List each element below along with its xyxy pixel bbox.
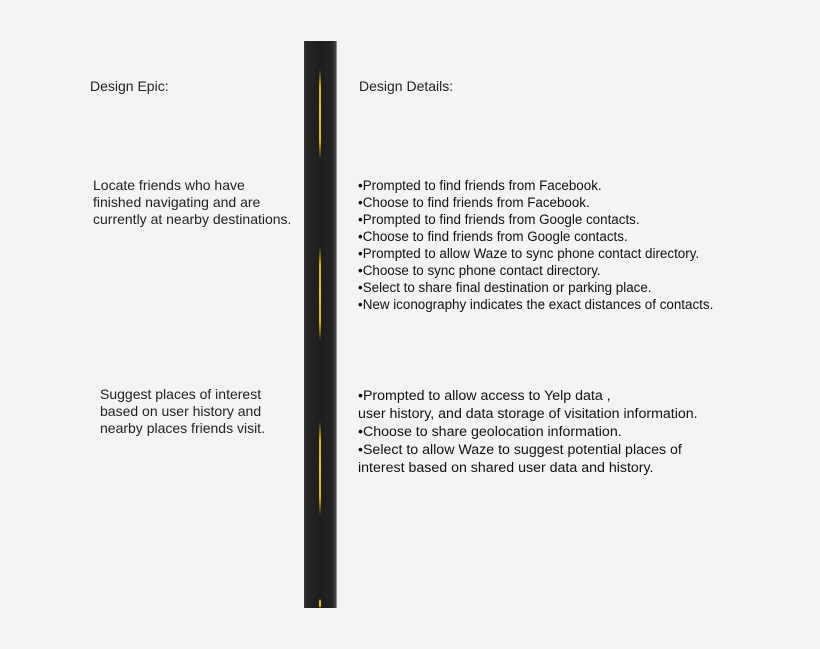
design-details-heading: Design Details:	[359, 78, 454, 94]
detail-item: • Prompted to find friends from Facebook.	[358, 177, 713, 194]
detail-item: • Choose to find friends from Facebook.	[358, 194, 713, 211]
detail-item: • Choose to find friends from Google contacts.	[358, 228, 713, 245]
road-divider	[304, 41, 337, 608]
epic-locate-friends: Locate friends who have finished navigating and are currently at nearby destinations.	[93, 177, 292, 227]
lane-marking	[319, 421, 321, 516]
detail-item: • Select to share final destination or parking place.	[358, 279, 713, 296]
detail-item: • Prompted to allow Waze to sync phone contact directory.	[358, 245, 713, 262]
detail-item: • Choose to sync phone contact directory.	[358, 262, 713, 279]
detail-item-continuation: interest based on shared user data and history.	[358, 460, 654, 476]
lane-marking	[319, 69, 321, 159]
detail-item: • Prompted to allow access to Yelp data ,	[358, 387, 698, 405]
design-epic-heading: Design Epic:	[90, 78, 169, 94]
detail-item: • New iconography indicates the exact distances of contacts.	[358, 296, 713, 313]
details-list-locate-friends	[358, 177, 713, 313]
detail-item: • Select to allow Waze to suggest potential places of	[358, 441, 698, 459]
detail-item: • Choose to share geolocation information.	[358, 423, 698, 441]
lane-marking	[319, 246, 321, 341]
detail-item-continuation: user history, and data storage of visitation information.	[358, 406, 698, 422]
lane-marking	[319, 599, 321, 608]
epic-suggest-places: Suggest places of interest based on user history and nearby places friends visit.	[100, 386, 265, 436]
details-list-suggest-places	[358, 387, 698, 477]
detail-item: • Prompted to find friends from Google contacts.	[358, 211, 713, 228]
